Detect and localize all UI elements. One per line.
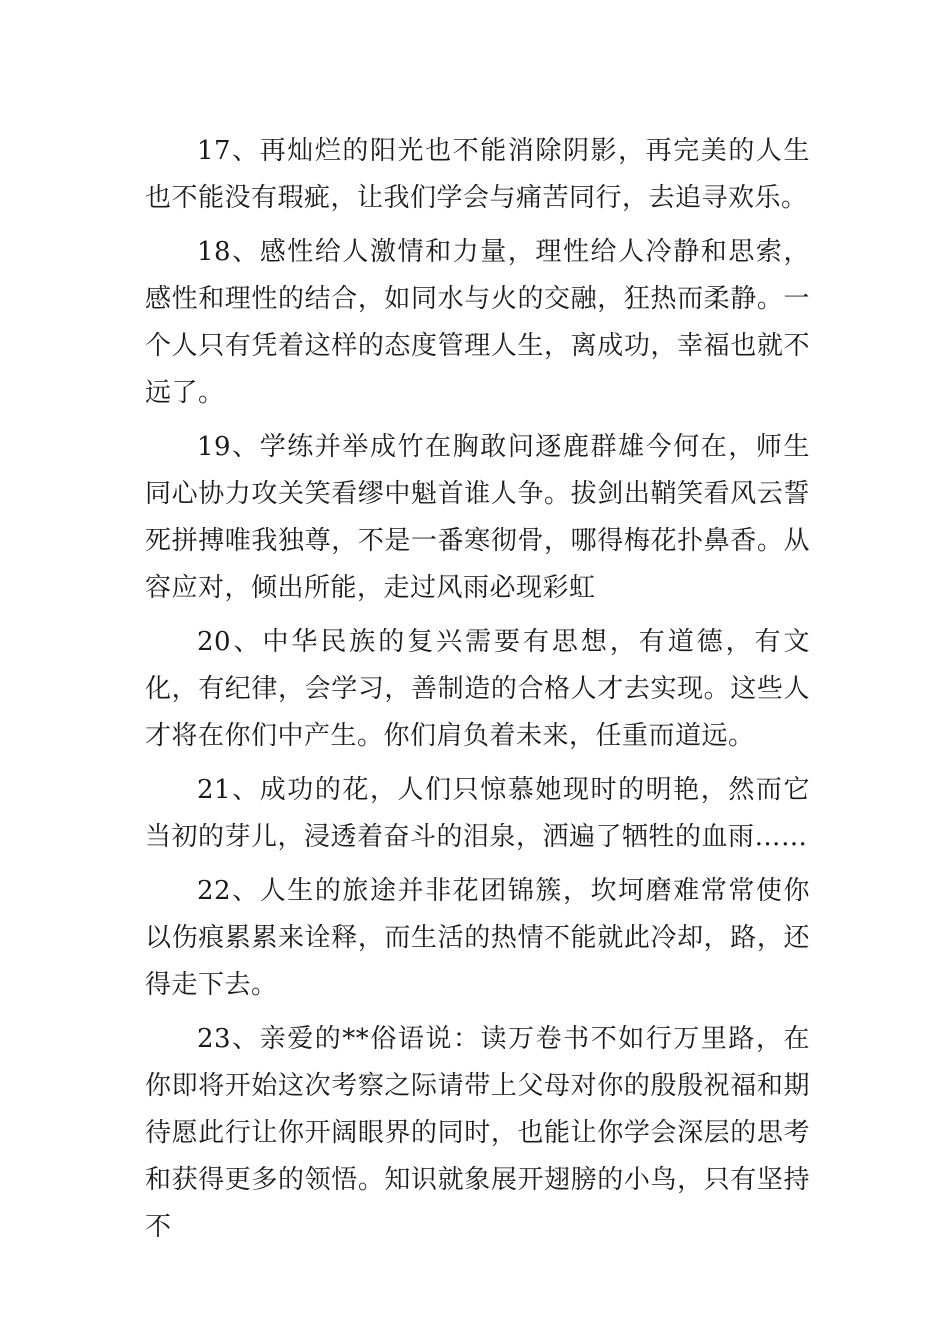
paragraph-19: 19、学练并举成竹在胸敢问逐鹿群雄今何在，师生同心协力攻关笑看缪中魁首谁人争。拔剑出鞘笑看风云誓死拼搏唯我独尊，不是一番寒彻骨，哪得梅花扑鼻香。从容应对，倾出所能，走过风雨必现彩虹 xyxy=(145,432,810,603)
paragraph-18: 18、感性给人激情和力量，理性给人冷静和思索，感性和理性的结合，如同水与火的交融，狂热而柔静。一个人只有凭着这样的态度管理人生，离成功，幸福也就不远了。 xyxy=(145,237,810,408)
paragraph-23: 23、亲爱的**俗语说：读万卷书不如行万里路，在你即将开始这次考察之际请带上父母对你的殷殷祝福和期待愿此行让你开阔眼界的同时，也能让你学会深层的思考和获得更多的领悟。知识就象展开翅膀的小鸟，只有坚持不 xyxy=(145,1024,810,1242)
document-body xyxy=(145,128,810,1258)
paragraph-21: 21、成功的花，人们只惊慕她现时的明艳，然而它当初的芽儿，浸透着奋斗的泪泉，洒遍了牺牲的血雨…… xyxy=(145,775,810,852)
paragraph-22: 22、人生的旅途并非花团锦簇，坎坷磨难常常使你以伤痕累累来诠释，而生活的热情不能就此冷却，路，还得走下去。 xyxy=(145,876,810,1000)
paragraph-17: 17、再灿烂的阳光也不能消除阴影，再完美的人生也不能没有瑕疵，让我们学会与痛苦同行，去追寻欢乐。 xyxy=(145,136,810,213)
paragraph-20: 20、中华民族的复兴需要有思想，有道德，有文化，有纪律，会学习，善制造的合格人才去实现。这些人才将在你们中产生。你们肩负着未来，任重而道远。 xyxy=(145,627,810,751)
